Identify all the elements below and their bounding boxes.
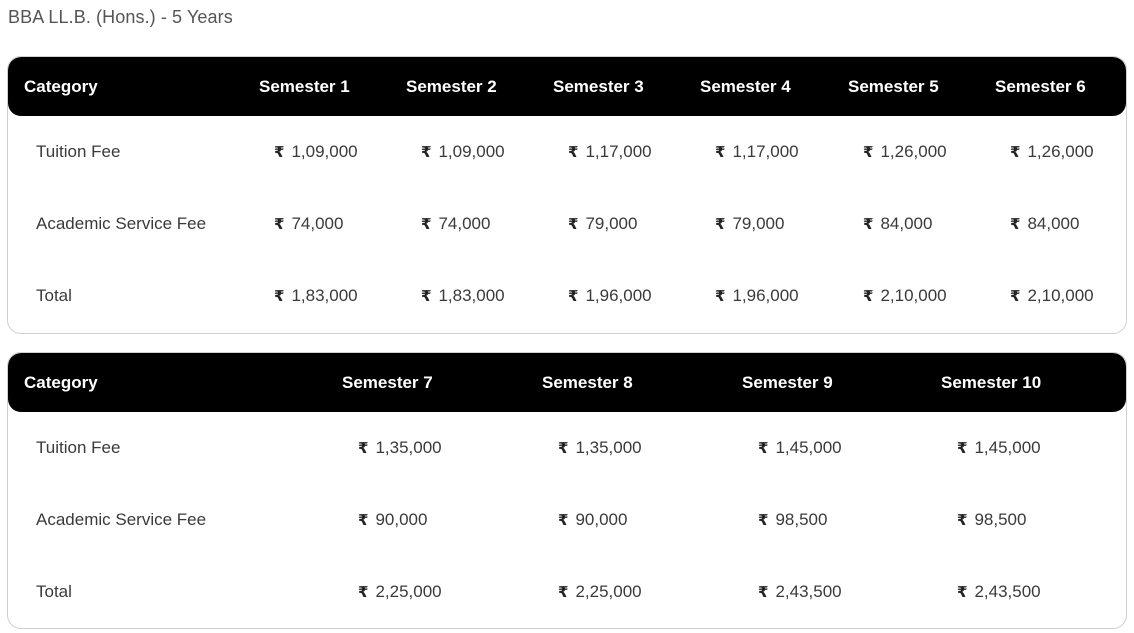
fee-cell: ₹ 2,10,000 <box>1010 286 1094 305</box>
fee-cell: ₹ 2,25,000 <box>358 582 442 601</box>
fee-cell: ₹ 1,17,000 <box>568 142 652 161</box>
column-header-category: Category <box>8 57 243 116</box>
rupee-icon: ₹ <box>421 287 432 305</box>
table-row <box>8 556 1126 628</box>
row-label-academic-service-fee: Academic Service Fee <box>36 214 207 233</box>
column-header-semester-9: Semester 9 <box>726 353 925 412</box>
rupee-icon: ₹ <box>758 511 769 529</box>
rupee-icon: ₹ <box>558 511 569 529</box>
rupee-icon: ₹ <box>957 439 968 457</box>
fee-table-card-semesters-1-6 <box>7 56 1127 334</box>
row-label-academic-service-fee: Academic Service Fee <box>36 510 207 529</box>
fee-cell: ₹ 1,26,000 <box>863 142 947 161</box>
fee-table-card-semesters-7-10 <box>7 352 1127 629</box>
fee-cell: ₹ 74,000 <box>274 214 344 233</box>
fee-cell: ₹ 98,500 <box>957 510 1027 529</box>
rupee-icon: ₹ <box>863 215 874 233</box>
fee-cell: ₹ 1,45,000 <box>758 438 842 457</box>
rupee-icon: ₹ <box>758 583 769 601</box>
row-label-total: Total <box>36 582 72 601</box>
column-header-semester-1: Semester 1 <box>243 57 390 116</box>
rupee-icon: ₹ <box>274 143 285 161</box>
rupee-icon: ₹ <box>715 215 726 233</box>
row-label-tuition-fee: Tuition Fee <box>36 142 121 161</box>
fee-cell: ₹ 1,26,000 <box>1010 142 1094 161</box>
table-header-row <box>8 353 1126 412</box>
rupee-icon: ₹ <box>274 287 285 305</box>
rupee-icon: ₹ <box>568 287 579 305</box>
table-row <box>8 412 1126 484</box>
row-label-tuition-fee: Tuition Fee <box>36 438 121 457</box>
rupee-icon: ₹ <box>715 287 726 305</box>
rupee-icon: ₹ <box>358 439 369 457</box>
rupee-icon: ₹ <box>1010 287 1021 305</box>
rupee-icon: ₹ <box>358 511 369 529</box>
fee-table-semesters-1-6 <box>8 57 1126 332</box>
table-row <box>8 116 1126 188</box>
fee-table-semesters-7-10 <box>8 353 1126 628</box>
fee-cell: ₹ 90,000 <box>358 510 428 529</box>
fee-cell: ₹ 1,83,000 <box>421 286 505 305</box>
column-header-semester-6: Semester 6 <box>979 57 1126 116</box>
fee-cell: ₹ 84,000 <box>863 214 933 233</box>
rupee-icon: ₹ <box>715 143 726 161</box>
column-header-semester-10: Semester 10 <box>925 353 1126 412</box>
rupee-icon: ₹ <box>358 583 369 601</box>
fee-cell: ₹ 79,000 <box>715 214 785 233</box>
table-row <box>8 484 1126 556</box>
column-header-semester-2: Semester 2 <box>390 57 537 116</box>
rupee-icon: ₹ <box>1010 143 1021 161</box>
rupee-icon: ₹ <box>421 215 432 233</box>
fee-cell: ₹ 1,45,000 <box>957 438 1041 457</box>
row-label-total: Total <box>36 286 72 305</box>
fee-cell: ₹ 1,96,000 <box>568 286 652 305</box>
column-header-semester-7: Semester 7 <box>326 353 526 412</box>
rupee-icon: ₹ <box>758 439 769 457</box>
fee-cell: ₹ 90,000 <box>558 510 628 529</box>
fee-cell: ₹ 1,35,000 <box>358 438 442 457</box>
table-row <box>8 188 1126 260</box>
fee-cell: ₹ 2,43,500 <box>758 582 842 601</box>
rupee-icon: ₹ <box>568 143 579 161</box>
fee-cell: ₹ 74,000 <box>421 214 491 233</box>
fee-cell: ₹ 1,83,000 <box>274 286 358 305</box>
rupee-icon: ₹ <box>957 511 968 529</box>
fee-cell: ₹ 1,09,000 <box>274 142 358 161</box>
column-header-semester-3: Semester 3 <box>537 57 684 116</box>
rupee-icon: ₹ <box>863 143 874 161</box>
rupee-icon: ₹ <box>863 287 874 305</box>
column-header-semester-8: Semester 8 <box>526 353 726 412</box>
fee-cell: ₹ 79,000 <box>568 214 638 233</box>
fee-cell: ₹ 1,09,000 <box>421 142 505 161</box>
fee-cell: ₹ 2,43,500 <box>957 582 1041 601</box>
fee-cell: ₹ 1,96,000 <box>715 286 799 305</box>
column-header-semester-5: Semester 5 <box>832 57 979 116</box>
column-header-category: Category <box>8 353 326 412</box>
fee-cell: ₹ 1,17,000 <box>715 142 799 161</box>
fee-cell: ₹ 98,500 <box>758 510 828 529</box>
fee-cell: ₹ 1,35,000 <box>558 438 642 457</box>
column-header-semester-4: Semester 4 <box>684 57 832 116</box>
fee-cell: ₹ 2,10,000 <box>863 286 947 305</box>
table-row <box>8 260 1126 332</box>
page-title: BBA LL.B. (Hons.) - 5 Years <box>8 7 233 27</box>
fee-cell: ₹ 84,000 <box>1010 214 1080 233</box>
rupee-icon: ₹ <box>558 583 569 601</box>
rupee-icon: ₹ <box>421 143 432 161</box>
rupee-icon: ₹ <box>558 439 569 457</box>
table-header-row <box>8 57 1126 116</box>
rupee-icon: ₹ <box>1010 215 1021 233</box>
rupee-icon: ₹ <box>274 215 285 233</box>
rupee-icon: ₹ <box>957 583 968 601</box>
rupee-icon: ₹ <box>568 215 579 233</box>
fee-cell: ₹ 2,25,000 <box>558 582 642 601</box>
